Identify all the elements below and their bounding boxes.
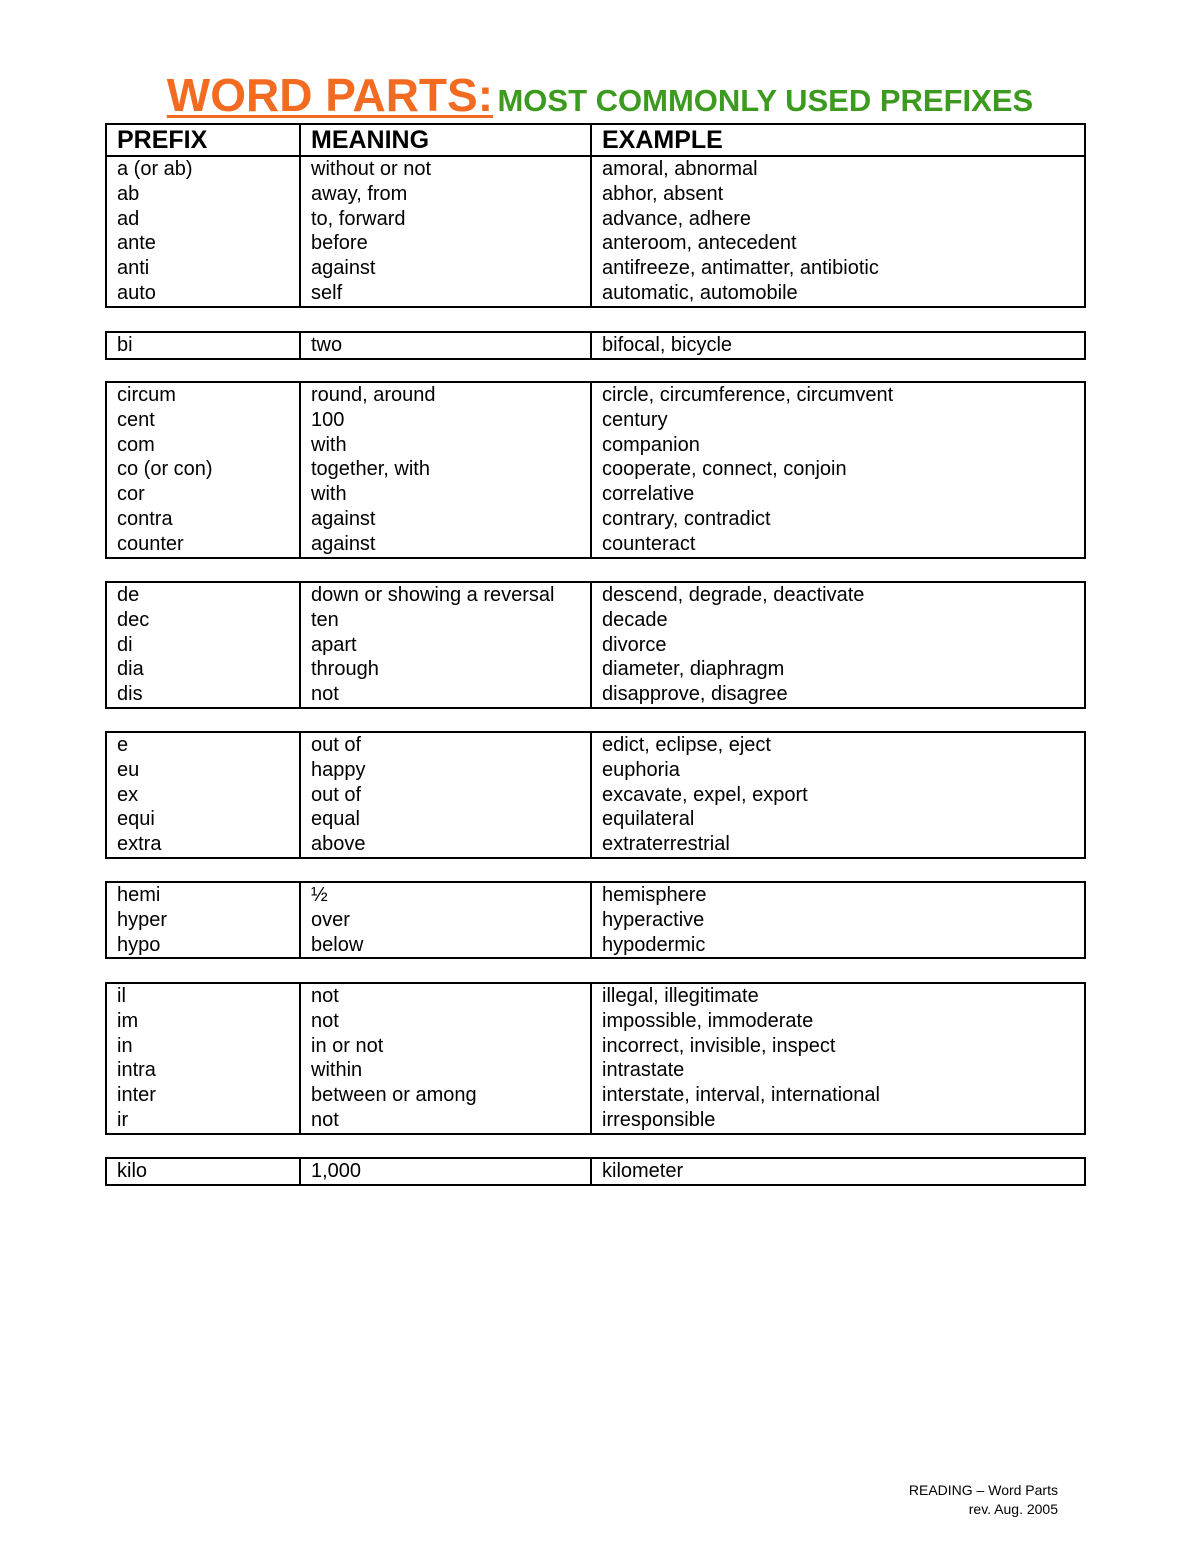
example-cell: hyperactive [591,908,1085,933]
example-cell: correlative [591,482,1085,507]
meaning-cell: in or not [300,1034,591,1059]
table-row [106,507,1085,532]
prefix-cell: eu [117,758,140,781]
meaning-cell: not [300,1009,591,1034]
prefix-table-1 [105,123,1086,308]
prefix-cell: bi [117,334,133,356]
meaning-cell: between or among [300,1083,591,1108]
table-row [106,732,1085,758]
example-cell: amoral, abnormal [591,156,1085,182]
prefix-cell: kilo [117,1160,148,1182]
example-cell: irresponsible [591,1108,1085,1134]
header-prefix: PREFIX [106,124,300,156]
example-cell: disapprove, disagree [591,682,1085,708]
table-row [106,482,1085,507]
prefix-cell: hemi [117,884,161,906]
example-cell: automatic, automobile [591,281,1085,307]
meaning-cell: within [300,1058,591,1083]
table-row [106,783,1085,808]
meaning-cell: before [300,231,591,256]
meaning-cell: 1,000 [300,1158,591,1185]
prefix-table-7 [105,982,1086,1135]
footer-line-1: READING – Word Parts [908,1482,1058,1498]
prefix-cell: cent [117,408,155,431]
table-row [106,231,1085,256]
example-cell: edict, eclipse, eject [591,732,1085,758]
example-cell: abhor, absent [591,182,1085,207]
example-cell: anteroom, antecedent [591,231,1085,256]
meaning-cell: out of [300,732,591,758]
example-cell: euphoria [591,758,1085,783]
prefix-cell: anti [117,257,150,280]
table-row [106,433,1085,458]
table-row [106,882,1085,908]
meaning-cell: with [300,482,591,507]
prefix-cell: a (or ab) [117,158,193,180]
table-row [106,633,1085,658]
example-cell: diameter, diaphragm [591,657,1085,682]
prefix-cell: il [117,985,126,1007]
prefix-cell: extra [117,833,162,856]
table-row [106,758,1085,783]
example-cell: cooperate, connect, conjoin [591,457,1085,482]
meaning-cell: happy [300,758,591,783]
example-cell: impossible, immoderate [591,1009,1085,1034]
example-cell: hemisphere [591,882,1085,908]
footer [909,1481,1058,1519]
meaning-cell: equal [300,807,591,832]
prefix-cell: counter [117,532,184,555]
example-cell: circle, circumference, circumvent [591,382,1085,408]
table-row [106,382,1085,408]
meaning-cell: apart [300,633,591,658]
example-cell: divorce [591,633,1085,658]
header-example: EXAMPLE [591,124,1085,156]
prefix-cell: com [117,433,155,456]
prefix-table-2 [105,331,1086,360]
meaning-cell: two [300,332,591,359]
meaning-cell: through [300,657,591,682]
table-row [106,832,1085,858]
meaning-cell: together, with [300,457,591,482]
meaning-cell: against [300,256,591,281]
table-row [106,281,1085,307]
table-row [106,1108,1085,1134]
prefix-cell: equi [117,808,155,831]
meaning-cell: above [300,832,591,858]
meaning-cell: not [300,1108,591,1134]
prefix-cell: cor [117,483,145,506]
meaning-cell: over [300,908,591,933]
table-row [106,182,1085,207]
prefix-cell: in [117,1034,133,1057]
table-row [106,1034,1085,1059]
example-cell: advance, adhere [591,207,1085,232]
prefix-cell: ir [117,1108,129,1131]
meaning-cell: round, around [300,382,591,408]
meaning-cell: ten [300,608,591,633]
table-row [106,1158,1085,1185]
prefix-cell: intra [117,1059,156,1082]
meaning-cell: against [300,507,591,532]
example-cell: kilometer [591,1158,1085,1185]
table-row [106,332,1085,359]
prefix-cell: co (or con) [117,458,213,481]
example-cell: intrastate [591,1058,1085,1083]
table-row [106,1009,1085,1034]
footer-line-2: rev. Aug. 2005 [968,1501,1058,1517]
example-cell: hypodermic [591,933,1085,959]
table-row [106,582,1085,608]
prefix-table-3 [105,381,1086,559]
table-row [106,408,1085,433]
prefix-cell: circum [117,384,176,406]
meaning-cell: with [300,433,591,458]
example-cell: extraterrestrial [591,832,1085,858]
example-cell: contrary, contradict [591,507,1085,532]
meaning-cell: ½ [300,882,591,908]
table-row [106,657,1085,682]
meaning-cell: away, from [300,182,591,207]
prefix-cell: dec [117,608,150,631]
table-row [106,983,1085,1009]
example-cell: excavate, expel, export [591,783,1085,808]
prefix-cell: ad [117,207,140,230]
example-cell: antifreeze, antimatter, antibiotic [591,256,1085,281]
example-cell: century [591,408,1085,433]
prefix-cell: contra [117,507,173,530]
prefix-cell: de [117,584,140,606]
meaning-cell: to, forward [300,207,591,232]
example-cell: decade [591,608,1085,633]
header-meaning: MEANING [300,124,591,156]
meaning-cell: not [300,682,591,708]
table-row [106,807,1085,832]
prefix-cell: ab [117,182,140,205]
example-cell: incorrect, invisible, inspect [591,1034,1085,1059]
prefix-cell: hypo [117,933,161,956]
example-cell: bifocal, bicycle [591,332,1085,359]
meaning-cell: self [300,281,591,307]
meaning-cell: not [300,983,591,1009]
table-row [106,532,1085,558]
prefix-table-6 [105,881,1086,959]
table-row [106,156,1085,182]
table-row [106,207,1085,232]
prefix-cell: hyper [117,908,168,931]
prefix-cell: dia [117,658,144,681]
prefix-table-4 [105,581,1086,709]
example-cell: counteract [591,532,1085,558]
page-title [0,68,1200,122]
meaning-cell: below [300,933,591,959]
prefix-cell: e [117,734,129,756]
prefix-cell: ante [117,232,156,255]
prefix-cell: di [117,633,133,656]
table-row [106,608,1085,633]
title-sub: MOST COMMONLY USED PREFIXES [497,83,1034,118]
example-cell: equilateral [591,807,1085,832]
meaning-cell: without or not [300,156,591,182]
header-row [106,124,1085,156]
table-row [106,682,1085,708]
prefix-cell: ex [117,783,139,806]
prefix-table-8 [105,1157,1086,1186]
meaning-cell: 100 [300,408,591,433]
meaning-cell: out of [300,783,591,808]
title-main: WORD PARTS: [166,69,494,121]
meaning-cell: against [300,532,591,558]
table-row [106,908,1085,933]
prefix-cell: inter [117,1084,156,1107]
meaning-cell: down or showing a reversal [300,582,591,608]
table-row [106,457,1085,482]
prefix-cell: im [117,1009,139,1032]
example-cell: illegal, illegitimate [591,983,1085,1009]
table-row [106,1058,1085,1083]
example-cell: interstate, interval, international [591,1083,1085,1108]
prefix-cell: dis [117,683,143,706]
example-cell: companion [591,433,1085,458]
prefix-table-5 [105,731,1086,859]
table-row [106,1083,1085,1108]
example-cell: descend, degrade, deactivate [591,582,1085,608]
table-row [106,256,1085,281]
table-row [106,933,1085,959]
prefix-cell: auto [117,281,156,304]
